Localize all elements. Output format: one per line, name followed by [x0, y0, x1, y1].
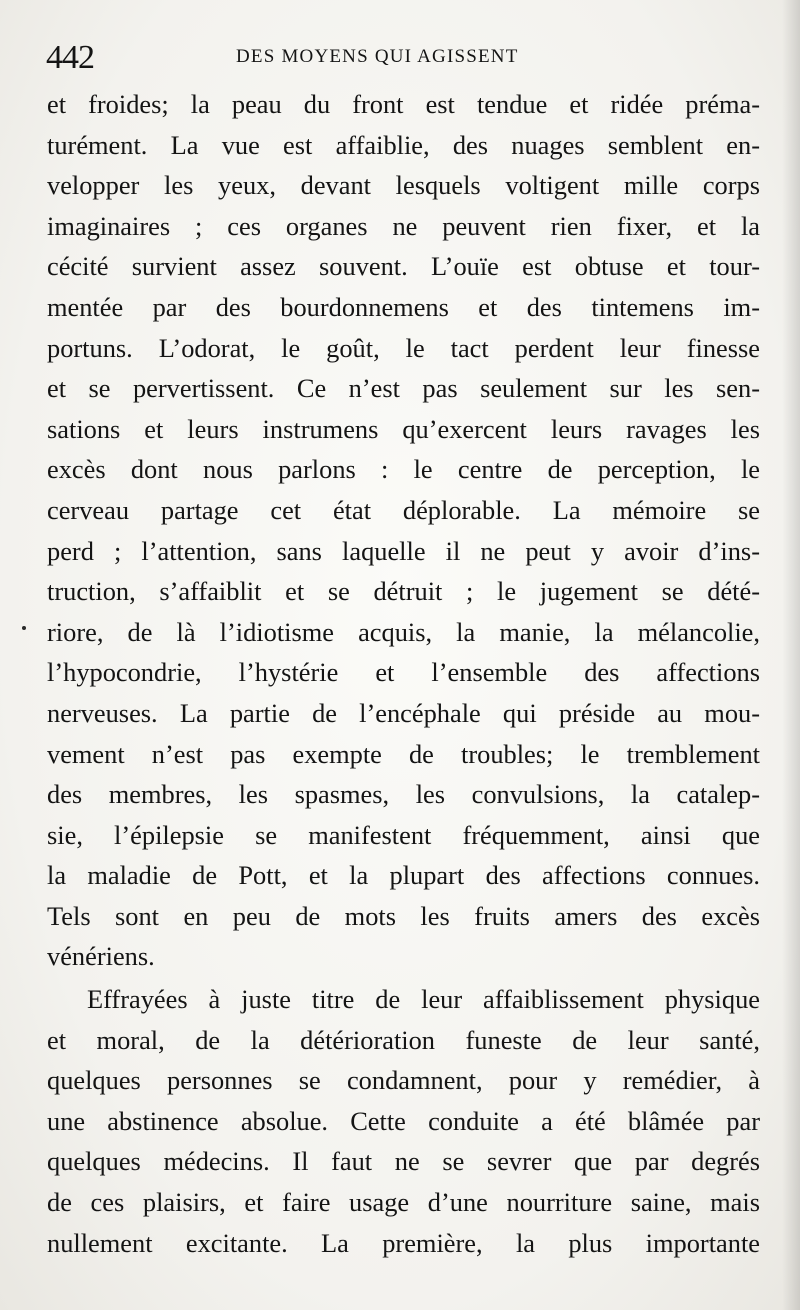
text-line: cécité survient assez souvent. L’ouïe est obtuse et tour- — [47, 251, 760, 282]
text-line: excès dont nous parlons : le centre de perception, le — [47, 454, 760, 485]
page-edge-shadow — [782, 0, 800, 1310]
text-line: de ces plaisirs, et faire usage d’une nourriture saine, mais — [47, 1187, 760, 1218]
text-line: velopper les yeux, devant lesquels voltigent mille corps — [47, 170, 760, 201]
text-line: vement n’est pas exempte de troubles; le tremblement — [47, 738, 760, 769]
text-line: des membres, les spasmes, les convulsions, la catalep- — [47, 779, 760, 810]
text-line: turément. La vue est affaiblie, des nuages semblent en- — [47, 129, 760, 160]
text-line: sie, l’épilepsie se manifestent fréquemment, ainsi que — [47, 819, 760, 850]
page-header — [46, 34, 756, 84]
text-line: la maladie de Pott, et la plupart des affections connues. — [47, 860, 760, 891]
text-line: nullement excitante. La première, la plus importante — [47, 1227, 760, 1258]
text-line: l’hypocondrie, l’hystérie et l’ensemble des affections — [47, 657, 760, 688]
paragraph-2 — [47, 979, 760, 1263]
text-block — [47, 84, 760, 1263]
text-line: quelques médecins. Il faut ne se sevrer que par degrés — [47, 1146, 760, 1177]
text-line: sations et leurs instrumens qu’exercent leurs ravages les — [47, 413, 760, 444]
text-line: vénériens. — [47, 941, 155, 972]
text-line: et froides; la peau du front est tendue et ridée préma- — [47, 89, 760, 119]
text-line: Tels sont en peu de mots les fruits amers des excès — [47, 900, 760, 931]
text-line: une abstinence absolue. Cette conduite a été blâmée par — [47, 1105, 760, 1136]
text-line: perd ; l’attention, sans laquelle il ne peut y avoir d’ins- — [47, 535, 760, 566]
text-line: truction, s’affaiblit et se détruit ; le jugement se dété- — [47, 576, 760, 607]
text-line: portuns. L’odorat, le goût, le tact perdent leur finesse — [47, 332, 760, 363]
page-number: 442 — [46, 39, 94, 76]
margin-mark — [22, 626, 26, 630]
text-line: nerveuses. La partie de l’encéphale qui préside au mou- — [47, 697, 760, 728]
text-line: mentée par des bourdonnemens et des tintemens im- — [47, 291, 760, 322]
text-line: et se pervertissent. Ce n’est pas seulement sur les sen- — [47, 373, 760, 404]
text-line: cerveau partage cet état déplorable. La mémoire se — [47, 494, 760, 525]
text-line: quelques personnes se condamnent, pour y remédier, à — [47, 1065, 760, 1096]
text-line: imaginaires ; ces organes ne peuvent rien fixer, et la — [47, 210, 760, 241]
paragraph-1 — [47, 84, 760, 977]
text-line: riore, de là l’idiotisme acquis, la manie, la mélancolie, — [47, 616, 760, 647]
text-line: Effrayées à juste titre de leur affaiblissement physique — [87, 984, 760, 1015]
running-head: DES MOYENS QUI AGISSENT — [236, 46, 519, 67]
text-line: et moral, de la détérioration funeste de leur santé, — [47, 1024, 760, 1055]
